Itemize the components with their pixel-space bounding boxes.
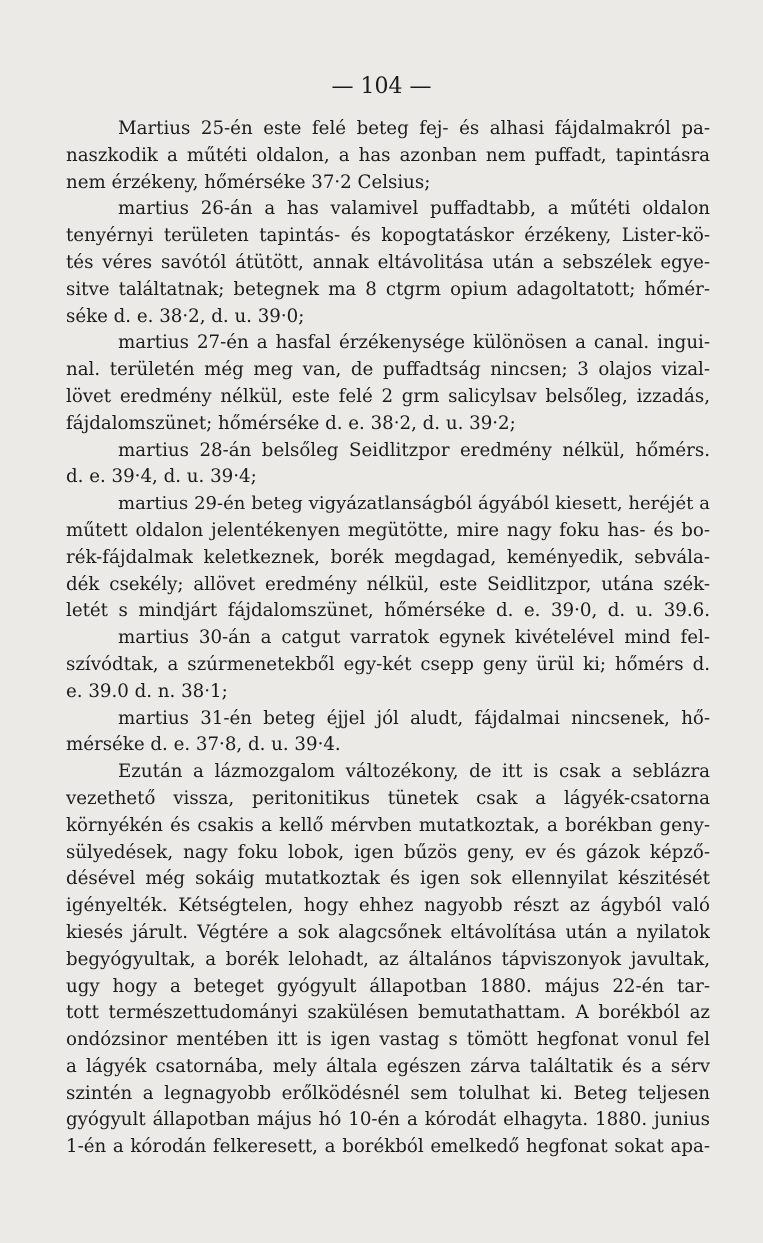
text-line: sitve találtatnak; betegnek ma 8 ctgrm opium adagoltatott; hőmér-: [66, 278, 710, 300]
text-line: martius 31-én beteg éjjel jól aludt, fájdalmai nincsenek, hő-: [118, 707, 710, 729]
text-line: ugy hogy a beteget gyógyult állapotban 1880. május 22-én tar-: [66, 975, 710, 997]
text-line: 1-én a kórodán felkeresett, a borékból emelkedő hegfonat sokat apa-: [66, 1136, 710, 1158]
text-line: gyógyult állapotban május hó 10-én a kórodát elhagyta. 1880. junius: [66, 1109, 710, 1131]
text-line: dék csekély; allövet eredmény nélkül, este Seidlitzpor, utána szék-: [66, 573, 710, 595]
text-line: martius 28-án belsőleg Seidlitzpor eredmény nélkül, hőmérs.: [118, 439, 710, 461]
text-line: martius 27-én a hasfal érzékenysége különösen a canal. ingui-: [118, 332, 710, 354]
text-line: martius 26-án a has valamivel puffadtabb, a műtéti oldalon: [118, 198, 710, 220]
text-line: Martius 25-én este felé beteg fej- és alhasi fájdalmakról pa-: [118, 118, 710, 139]
text-line: séke d. e. 38·2, d. u. 39·0;: [66, 305, 305, 327]
text-line: vezethető vissza, peritonitikus tünetek csak a lágyék-csatorna: [66, 787, 710, 809]
text-line: szívódtak, a szúrmenetekből egy-két csepp geny ürül ki; hőmérs d.: [66, 653, 710, 675]
text-line: Ezután a lázmozgalom változékony, de itt is csak a seblázra: [118, 761, 710, 783]
body-text: [66, 116, 710, 1161]
text-line: martius 29-én beteg vigyázatlanságból ágyából kiesett, heréjét a: [118, 493, 710, 515]
text-line: nem érzékeny, hőmérséke 37·2 Celsius;: [66, 171, 431, 193]
text-line: e. 39.0 d. n. 38·1;: [66, 680, 228, 702]
page-number: — 104 —: [331, 74, 432, 99]
text-line: letét s mindjárt fájdalomszünet, hőmérséke d. e. 39·0, d. u. 39.6.: [66, 600, 710, 622]
text-line: tés véres savótól átütött, annak eltávolitása után a sebszélek egye-: [66, 251, 710, 273]
text-line: rék-fájdalmak keletkeznek, borék megdagad, keményedik, sebvála-: [66, 546, 710, 568]
text-line: mérséke d. e. 37·8, d. u. 39·4.: [66, 734, 341, 756]
text-line: désével még sokáig mutatkoztak és igen sok ellennyilat készitését: [66, 868, 710, 890]
text-line: d. e. 39·4, d. u. 39·4;: [66, 466, 257, 488]
text-line: műtett oldalon jelentékenyen megütötte, mire nagy foku has- és bo-: [66, 519, 710, 541]
text-line: fájdalomszünet; hőmérséke d. e. 38·2, d. u. 39·2;: [66, 412, 516, 434]
text-line: környékén és csakis a kellő mérvben mutatkoztak, a borékban geny-: [66, 814, 710, 836]
text-line: nal. területén még meg van, de puffadtság nincsen; 3 olajos vizal-: [66, 359, 710, 381]
text-line: martius 30-án a catgut varratok egynek kivételével mind fel-: [118, 627, 710, 649]
text-line: naszkodik a műtéti oldalon, a has azonban nem puffadt, tapintásra: [66, 144, 710, 166]
text-line: lövet eredmény nélkül, este felé 2 grm salicylsav belsőleg, izzadás,: [66, 385, 710, 407]
text-line: a lágyék csatornába, mely általa egészen zárva találtatik és a sérv: [66, 1055, 710, 1077]
text-line: tott természettudományi szakülésen bemutathattam. A borékból az: [66, 1002, 710, 1024]
text-line: begyógyultak, a borék lelohadt, az általános tápviszonyok javultak,: [66, 948, 710, 970]
text-line: ondózsinor mentében itt is igen vastag s tömött hegfonat vonul fel: [66, 1029, 710, 1051]
text-line: igényelték. Kétségtelen, hogy ehhez nagyobb részt az ágyból való: [66, 895, 710, 917]
text-line: szintén a legnagyobb erőlködésnél sem tolulhat ki. Beteg teljesen: [66, 1082, 710, 1104]
text-line: kiesés járult. Végtére a sok alagcsőnek eltávolítása után a nyilatok: [66, 921, 710, 943]
text-line: tenyérnyi területen tapintás- és kopogtatáskor érzékeny, Lister-kö-: [66, 225, 710, 247]
text-line: sülyedések, nagy foku lobok, igen bűzös geny, ev és gázok képző-: [66, 841, 710, 863]
